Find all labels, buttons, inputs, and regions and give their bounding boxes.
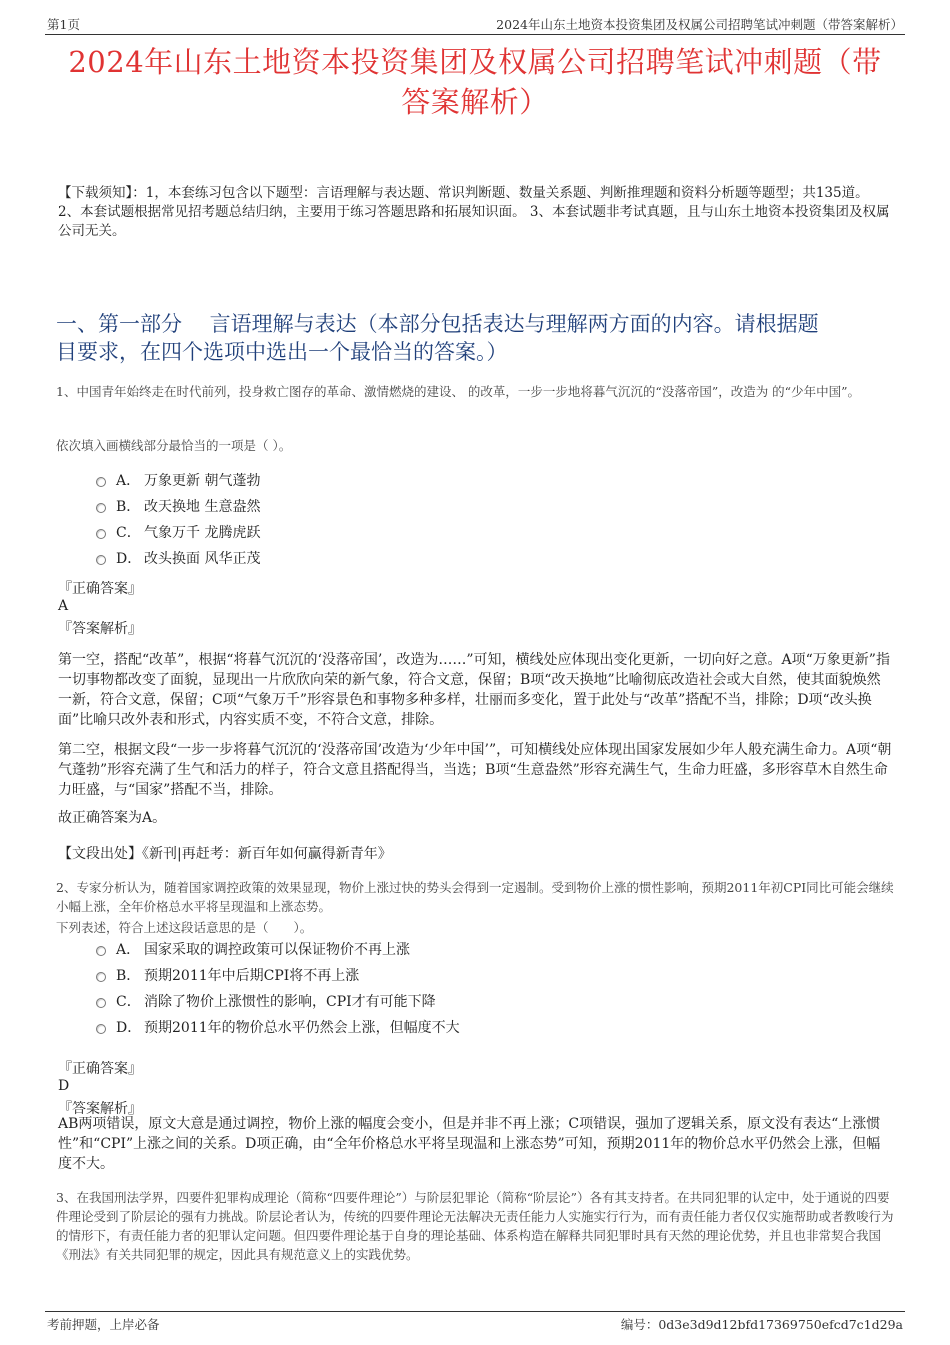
section-heading [56, 310, 894, 366]
download-notice: 【下载须知】：1，本套练习包含以下题型：言语理解与表达题、常识判断题、数量关系题、判断推理题和资料分析题等题型；共135道。 2、本套试题根据常见招考题总结归纳，主要用于练习答题思路和拓展知识面。 3、本套试题非考试真题，且与山东土地资本投资集团及权属公司无关。 [58, 185, 890, 239]
radio-icon[interactable] [96, 946, 106, 956]
q1-analysis-paragraph-2: 第二空，根据文段“一步一步将暮气沉沉的‘没落帝国’改造为‘少年中国’”，可知横线处应体现出国家发展如少年人般充满生命力。A项“朝气蓬勃”形容充满了生气和活力的样子，符合文意且搭配得当，当选；B项“生意盎然”形容充满生气，生命力旺盛，多形容草木自然生命力旺盛，与“国家”搭配不当，排除。 [58, 742, 892, 798]
radio-icon[interactable] [96, 477, 106, 487]
header-doc-title: 2024年山东土地资本投资集团及权属公司招聘笔试冲刺题（带答案解析） [496, 17, 903, 32]
q1-analysis-paragraph-1: 第一空，搭配“改革”，根据“将暮气沉沉的‘没落帝国’，改造为……”可知，横线处应体现出变化更新，一切向好之意。A项“万象更新”指一切事物都改变了面貌，显现出一片欣欣向荣的新气象，符合文意，保留；B项“改天换地”比喻彻底改造社会或大自然，使其面貌焕然一新，符合文意，保留；C项“气象万千”形容景色和事物多种多样，壮丽而多变化，置于此处与“改革”搭配不当，排除；D项“改头换面”比喻只改外表和形式，内容实质不变，不符合文意，排除。 [58, 652, 890, 728]
radio-icon[interactable] [96, 503, 106, 513]
section-heading-line-2: 目要求，在四个选项中选出一个最恰当的答案。） [56, 340, 508, 364]
radio-icon[interactable] [96, 555, 106, 565]
q2-analysis-label: 『答案解析』 [58, 1101, 142, 1117]
q3-stem: 3、在我国刑法学界，四要件犯罪构成理论（简称“四要件理论”）与阶层犯罪论（简称“阶层论”）各有其支持者。在共同犯罪的认定中，处于通说的四要件理论受到了阶层论的强有力挑战。阶层论者认为，传统的四要件理论无法解决无责任能力人实施实行行为，而有责任能力者仅仅实施帮助或者教唆行为的情形下，有责任能力者的犯罪认定问题。但四要件理论基于自身的理论基础、体系构造在解释共同犯罪时具有天然的理论优势，并且也非常契合我国《刑法》有关共同犯罪的规定，因此具有规范意义上的实践优势。 [56, 1190, 894, 1262]
footer-slogan: 考前押题，上岸必备 [47, 1317, 160, 1332]
footer-document-id: 编号：0d3e3d9d12bfd17369750efcd7c1d29a [620, 1317, 903, 1332]
radio-icon[interactable] [96, 529, 106, 539]
page-number: 第1页 [47, 17, 80, 32]
radio-icon[interactable] [96, 998, 106, 1008]
q2-prompt: 下列表述，符合上述这段话意思的是（ ）。 [56, 920, 313, 935]
q2-stem: 2、专家分析认为，随着国家调控政策的效果显现，物价上涨过快的势头会得到一定遏制。受到物价上涨的惯性影响，预期2011年初CPI同比可能会继续小幅上涨，全年价格总水平将呈现温和上涨态势。 [56, 880, 894, 914]
q1-analysis-label: 『答案解析』 [58, 621, 142, 637]
q1-analysis-paragraph-3: 故正确答案为A。 [58, 810, 167, 826]
q2-analysis: AB两项错误，原文大意是通过调控，物价上涨的幅度会变小，但是并非不再上涨；C项错误，强加了逻辑关系，原文没有表达“上涨惯性”和“CPI”上涨之间的关系。D项正确，由“全年价格总水平将呈现温和上涨态势”可知，预期2011年的物价总水平仍然会上涨，但幅度不大。 [58, 1116, 881, 1172]
radio-icon[interactable] [96, 972, 106, 982]
page-header [45, 12, 905, 35]
q1-prompt: 依次填入画横线部分最恰当的一项是（ ）。 [56, 438, 292, 453]
document-title [50, 42, 900, 122]
title-line-2: 答案解析） [401, 85, 549, 119]
q2-answer-label: 『正确答案』 [58, 1061, 142, 1077]
q1-answer: A [58, 598, 69, 614]
q1-stem: 1、中国青年始终走在时代前列，投身救亡图存的革命、激情燃烧的建设、 的改革，一步一步地将暮气沉沉的“没落帝国”，改造为 的“少年中国”。 [56, 384, 860, 399]
page-footer [45, 1311, 905, 1334]
q2-answer: D [58, 1078, 70, 1094]
title-line-1: 2024年山东土地资本投资集团及权属公司招聘笔试冲刺题（带 [68, 45, 882, 79]
section-heading-line-1: 一、第一部分 言语理解与表达（本部分包括表达与理解两方面的内容。请根据题 [56, 312, 819, 336]
q1-source: 【文段出处】《新刊|再赶考：新百年如何赢得新青年》 [58, 846, 392, 862]
radio-icon[interactable] [96, 1024, 106, 1034]
q1-answer-label: 『正确答案』 [58, 581, 142, 597]
